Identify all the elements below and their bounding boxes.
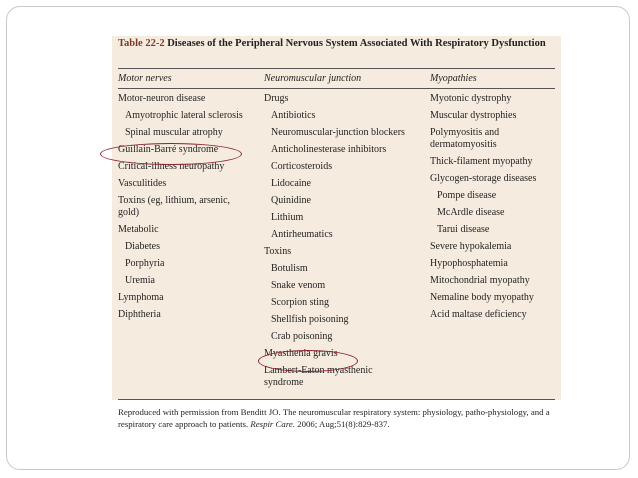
list-item: Motor-neuron disease: [118, 93, 206, 104]
column-header-neuromuscular-junction: Neuromuscular junction: [264, 73, 362, 84]
list-item: Anticholinesterase inhibitors: [271, 144, 387, 155]
list-item: Acid maltase deficiency: [430, 309, 527, 320]
list-item: Critical-illness neuropathy: [118, 161, 225, 172]
column-motor-nerves: [118, 92, 258, 321]
header-rule: [118, 88, 555, 89]
list-item: Porphyria: [125, 258, 165, 269]
list-item: Toxins (eg, lithium, arsenic, gold): [118, 195, 231, 218]
source-text: Reproduced with permission from Benditt JO. The neuromuscular respiratory system: physiology, patho-physiology, and a respiratory care approach to patients.: [118, 407, 550, 429]
list-item: McArdle disease: [437, 207, 505, 218]
list-item: Drugs: [264, 93, 289, 104]
list-item: Snake venom: [271, 280, 326, 291]
column-header-myopathies: Myopathies: [430, 73, 477, 84]
source-reference: 2006; Aug;51(8):829-837.: [297, 419, 390, 429]
list-item: Vasculitides: [118, 178, 167, 189]
list-item-guillain-barre: Guillain-Barré syndrome: [118, 144, 219, 155]
list-item: Nemaline body myopathy: [430, 292, 534, 303]
table-bottom-rule: [118, 399, 555, 400]
list-item: Myotonic dystrophy: [430, 93, 512, 104]
list-item: Diphtheria: [118, 309, 161, 320]
list-item: Polymyositis and dermatomyositis: [430, 127, 500, 150]
list-item: Thick-filament myopathy: [430, 156, 533, 167]
list-item: Quinidine: [271, 195, 311, 206]
list-item: Lithium: [271, 212, 304, 223]
table-heading: [118, 38, 555, 50]
list-item: Tarui disease: [437, 224, 490, 235]
list-item: Neuromuscular-junction blockers: [271, 127, 405, 138]
source-journal: Respir Care.: [250, 419, 296, 429]
list-item: Lambert-Eaton myasthenic syndrome: [264, 365, 373, 388]
list-item: Spinal muscular atrophy: [125, 127, 223, 138]
list-item: Amyotrophic lateral sclerosis: [125, 110, 243, 121]
list-item: Antibiotics: [271, 110, 316, 121]
list-item: Antirheumatics: [271, 229, 333, 240]
list-item-myasthenia-gravis: Myasthenia gravis: [264, 348, 338, 359]
list-item: Hypophosphatemia: [430, 258, 508, 269]
list-item: Toxins: [264, 246, 292, 257]
source-citation: [118, 406, 558, 430]
list-item: Lidocaine: [271, 178, 311, 189]
list-item: Lymphoma: [118, 292, 164, 303]
column-neuromuscular-junction: [264, 92, 428, 389]
list-item: Pompe disease: [437, 190, 497, 201]
table-top-rule: [118, 68, 555, 69]
disease-table: [112, 36, 561, 400]
list-item: Diabetes: [125, 241, 160, 252]
column-header-motor-nerves: Motor nerves: [118, 73, 172, 84]
list-item: Shellfish poisoning: [271, 314, 349, 325]
list-item: Metabolic: [118, 224, 159, 235]
list-item: Uremia: [125, 275, 155, 286]
list-item: Mitochondrial myopathy: [430, 275, 530, 286]
list-item: Scorpion sting: [271, 297, 330, 308]
table-number: Table 22-2: [118, 38, 165, 49]
list-item: Crab poisoning: [271, 331, 333, 342]
list-item: Severe hypokalemia: [430, 241, 512, 252]
list-item: Botulism: [271, 263, 308, 274]
list-item: Glycogen-storage diseases: [430, 173, 537, 184]
list-item: Muscular dystrophies: [430, 110, 517, 121]
column-myopathies: [430, 92, 558, 321]
list-item: Corticosteroids: [271, 161, 333, 172]
table-title: Diseases of the Peripheral Nervous System Associated With Respiratory Dysfunction: [167, 38, 546, 49]
